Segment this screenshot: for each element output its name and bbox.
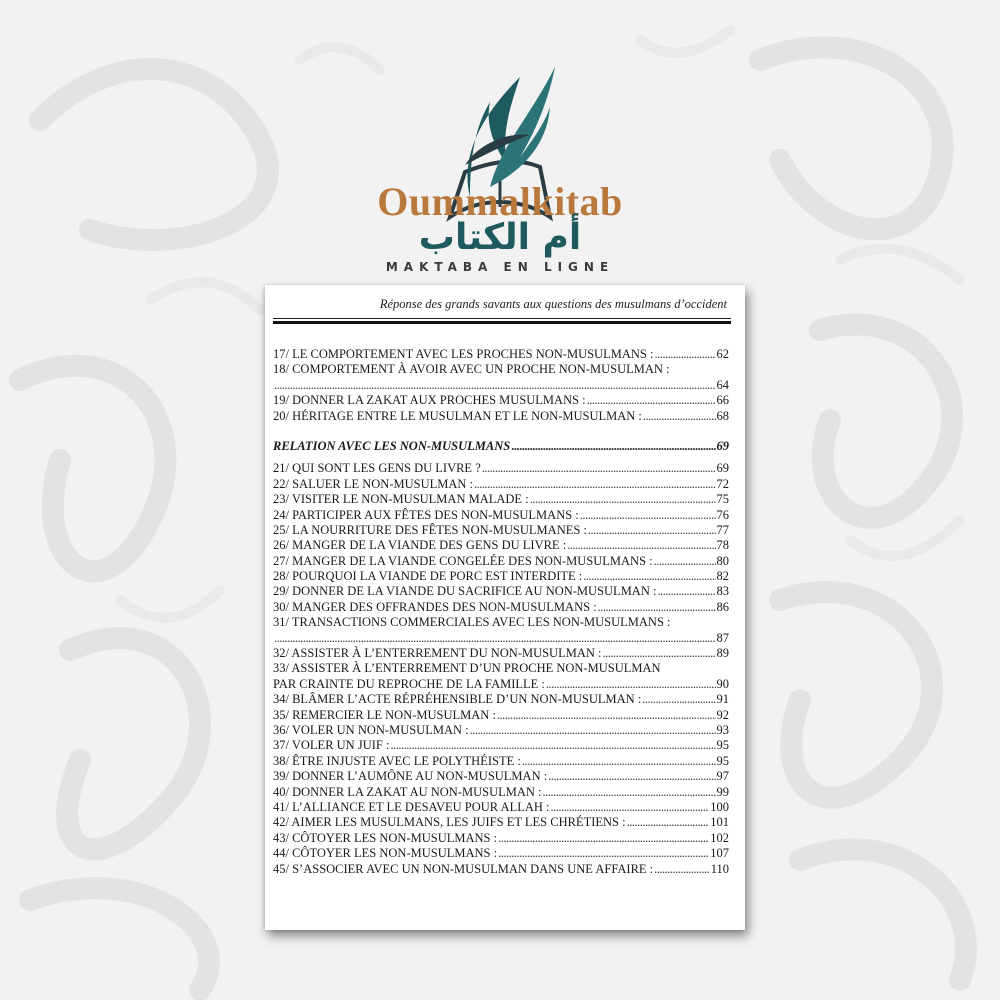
toc-entry (273, 831, 729, 846)
toc-entry-page: 92 (716, 707, 729, 722)
toc-leader-dots (498, 831, 709, 846)
toc-entry-title: 32/ ASSISTER À L’ENTERREMENT DU NON-MUSULMAN : (273, 646, 602, 661)
toc-entry (273, 615, 729, 630)
toc-entry-page: 68 (716, 408, 729, 423)
toc-entry (273, 754, 729, 769)
toc-leader-dots (654, 554, 716, 569)
toc-entry (273, 584, 729, 599)
toc-entry-page: 80 (716, 553, 729, 568)
toc-entry (273, 461, 729, 476)
toc-leader-dots (390, 738, 715, 753)
toc-entry-title: 36/ VOLER UN NON-MUSULMAN : (273, 722, 469, 737)
running-header: Réponse des grands savants aux questions des musulmans d’occident (379, 297, 727, 311)
toc-leader-dots (643, 409, 716, 424)
toc-entry (273, 723, 729, 738)
toc-leader-dots (498, 846, 709, 861)
toc-entry (273, 862, 729, 877)
toc-entry-continuation (273, 677, 729, 692)
toc-leader-dots (470, 723, 716, 738)
toc-entry-title: 35/ REMERCIER LE NON-MUSULMAN : (273, 707, 496, 722)
toc-entry-title: 23/ VISITER LE NON-MUSULMAN MALADE : (273, 492, 529, 507)
toc-entry-page: 99 (716, 784, 729, 799)
toc-entry-title: 45/ S’ASSOCIER AVEC UN NON-MUSULMAN DANS UNE AFFAIRE : (273, 861, 654, 876)
toc-entry-title: 42/ AIMER LES MUSULMANS, LES JUIFS ET LES CHRÉTIENS : (273, 815, 626, 830)
toc-entry-page: 110 (710, 861, 729, 876)
toc-entry-page: 69 (716, 461, 729, 476)
toc-entry-title: 20/ HÉRITAGE ENTRE LE MUSULMAN ET LE NON-MUSULMAN : (273, 408, 642, 423)
document-page (265, 285, 745, 930)
toc-entry-continuation (273, 631, 729, 646)
toc-entry-title: 30/ MANGER DES OFFRANDES DES NON-MUSULMANS : (273, 599, 597, 614)
toc-entry-title: 40/ DONNER LA ZAKAT AU NON-MUSULMAN : (273, 784, 542, 799)
toc-entry-title: 29/ DONNER DE LA VIANDE DU SACRIFICE AU NON-MUSULMAN : (273, 584, 657, 599)
toc-entry (273, 600, 729, 615)
toc-entry-title: 17/ LE COMPORTEMENT AVEC LES PROCHES NON-MUSULMANS : (273, 347, 654, 361)
toc-leader-dots (657, 584, 715, 599)
toc-entry-page: 93 (716, 722, 729, 737)
toc-entry-continuation (273, 378, 729, 393)
toc-entry-title: 25/ LA NOURRITURE DES FÊTES NON-MUSULMANES : (273, 522, 587, 537)
toc-entry-page: 95 (716, 753, 729, 768)
toc-entry (273, 347, 729, 362)
toc-leader-dots (546, 677, 716, 692)
toc-entry-title: 21/ QUI SONT LES GENS DU LIVRE ? (273, 461, 481, 476)
toc-entry-title: 33/ ASSISTER À L’ENTERREMENT D’UN PROCHE NON-MUSULMAN (273, 661, 661, 676)
toc-leader-dots (274, 631, 716, 646)
toc-entry (273, 738, 729, 753)
toc-entry-title: 22/ SALUER LE NON-MUSULMAN : (273, 476, 473, 491)
toc-leader-dots (603, 646, 716, 661)
toc-entry-title: 31/ TRANSACTIONS COMMERCIALES AVEC LES NON-MUSULMANS : (273, 615, 671, 630)
toc-entry-page: 107 (710, 846, 729, 861)
toc-leader-dots (548, 769, 715, 784)
toc-entry-page: 66 (716, 393, 729, 408)
brand-arabic-name: أم الكتاب (418, 217, 582, 258)
toc-leader-dots (654, 862, 710, 877)
toc-entry-title: 43/ CÔTOYER LES NON-MUSULMANS : (273, 830, 498, 845)
toc-entry-page: 89 (716, 646, 729, 661)
section-spacer (273, 424, 729, 439)
toc-entry-page: 77 (716, 522, 729, 537)
toc-entry (273, 492, 729, 507)
section-spacer (273, 454, 729, 461)
toc-entry-title: 24/ PARTICIPER AUX FÊTES DES NON-MUSULMANS : (273, 507, 579, 522)
toc-entry-title: 38/ ÊTRE INJUSTE AVEC LE POLYTHÉISTE : (273, 753, 521, 768)
brand-name: Oummalkitab (377, 179, 623, 224)
header-rule-thin (273, 318, 731, 319)
toc-entry (273, 769, 729, 784)
toc-entry (273, 554, 729, 569)
toc-entry-page: 91 (716, 692, 729, 707)
toc-entry-title: RELATION AVEC LES NON-MUSULMANS (273, 438, 511, 453)
toc-entry-title: 19/ DONNER LA ZAKAT AUX PROCHES MUSULMANS : (273, 393, 586, 408)
toc-entry-title: 37/ VOLER UN JUIF : (273, 738, 390, 753)
toc-entry-title: PAR CRAINTE DU REPROCHE DE LA FAMILLE : (273, 676, 545, 691)
toc-leader-dots (474, 477, 716, 492)
toc-entry (273, 477, 729, 492)
toc-section-heading (273, 439, 729, 454)
toc-entry-page: 83 (716, 584, 729, 599)
toc-leader-dots (522, 754, 716, 769)
toc-leader-dots (482, 461, 716, 476)
toc-leader-dots (497, 708, 716, 723)
toc-leader-dots (567, 538, 715, 553)
toc-entry (273, 661, 729, 676)
toc-entry (273, 508, 729, 523)
toc-entry-page: 86 (716, 599, 729, 614)
toc-entry-title: 28/ POURQUOI LA VIANDE DE PORC EST INTERDITE : (273, 569, 583, 584)
toc-entry-title: 27/ MANGER DE LA VIANDE CONGELÉE DES NON-MUSULMANS : (273, 553, 653, 568)
toc-entry-page: 78 (716, 538, 729, 553)
toc-entry (273, 815, 729, 830)
toc-entry-title: 34/ BLÂMER L’ACTE RÉPRÉHENSIBLE D’UN NON-MUSULMAN : (273, 692, 642, 707)
toc-entry-page: 62 (716, 347, 729, 361)
toc-leader-dots (627, 815, 710, 830)
toc-entry-page: 76 (716, 507, 729, 522)
toc-entry (273, 846, 729, 861)
toc-entry (273, 538, 729, 553)
toc-entry-title: 39/ DONNER L’AUMÔNE AU NON-MUSULMAN : (273, 769, 548, 784)
toc-entry-title: 26/ MANGER DE LA VIANDE DES GENS DU LIVRE : (273, 538, 567, 553)
toc-entry (273, 785, 729, 800)
toc-entry-page: 102 (710, 830, 729, 845)
toc-entry (273, 646, 729, 661)
toc-leader-dots (530, 492, 716, 507)
toc-leader-dots (583, 569, 715, 584)
toc-entry-page: 87 (716, 630, 729, 645)
toc-entry-page: 90 (716, 676, 729, 691)
toc-entry-page: 101 (710, 815, 729, 830)
toc-entry (273, 692, 729, 707)
toc-leader-dots (580, 508, 716, 523)
toc-leader-dots (654, 347, 715, 362)
toc-entry (273, 409, 729, 424)
toc-entry (273, 393, 729, 408)
toc-entry (273, 523, 729, 538)
toc-entry-title: 41/ L’ALLIANCE ET LE DESAVEU POUR ALLAH : (273, 799, 550, 814)
toc-entry (273, 800, 729, 815)
toc-entry-page: 69 (716, 438, 729, 453)
toc-entry-page: 82 (716, 569, 729, 584)
toc-entry-page: 97 (716, 769, 729, 784)
toc-entry-page: 64 (716, 377, 729, 392)
toc-leader-dots (588, 523, 716, 538)
toc-entry (273, 362, 729, 377)
toc-entry (273, 708, 729, 723)
toc-entry (273, 569, 729, 584)
toc-leader-dots (642, 692, 715, 707)
brand-tagline: MAKTABA EN LIGNE (385, 260, 615, 274)
toc-entry-page: 75 (716, 492, 729, 507)
toc-entry-page: 72 (716, 476, 729, 491)
toc-entry-title: 44/ CÔTOYER LES NON-MUSULMANS : (273, 846, 498, 861)
table-of-contents (273, 347, 729, 877)
toc-leader-dots (511, 439, 715, 454)
toc-leader-dots (587, 393, 716, 408)
toc-leader-dots (598, 600, 716, 615)
toc-entry-page: 100 (710, 799, 729, 814)
toc-leader-dots (274, 378, 716, 393)
toc-leader-dots (543, 785, 716, 800)
toc-entry-page: 95 (716, 738, 729, 753)
header-rule-thick (273, 321, 731, 324)
toc-entry-title: 18/ COMPORTEMENT À AVOIR AVEC UN PROCHE NON-MUSULMAN : (273, 362, 670, 377)
toc-leader-dots (551, 800, 710, 815)
